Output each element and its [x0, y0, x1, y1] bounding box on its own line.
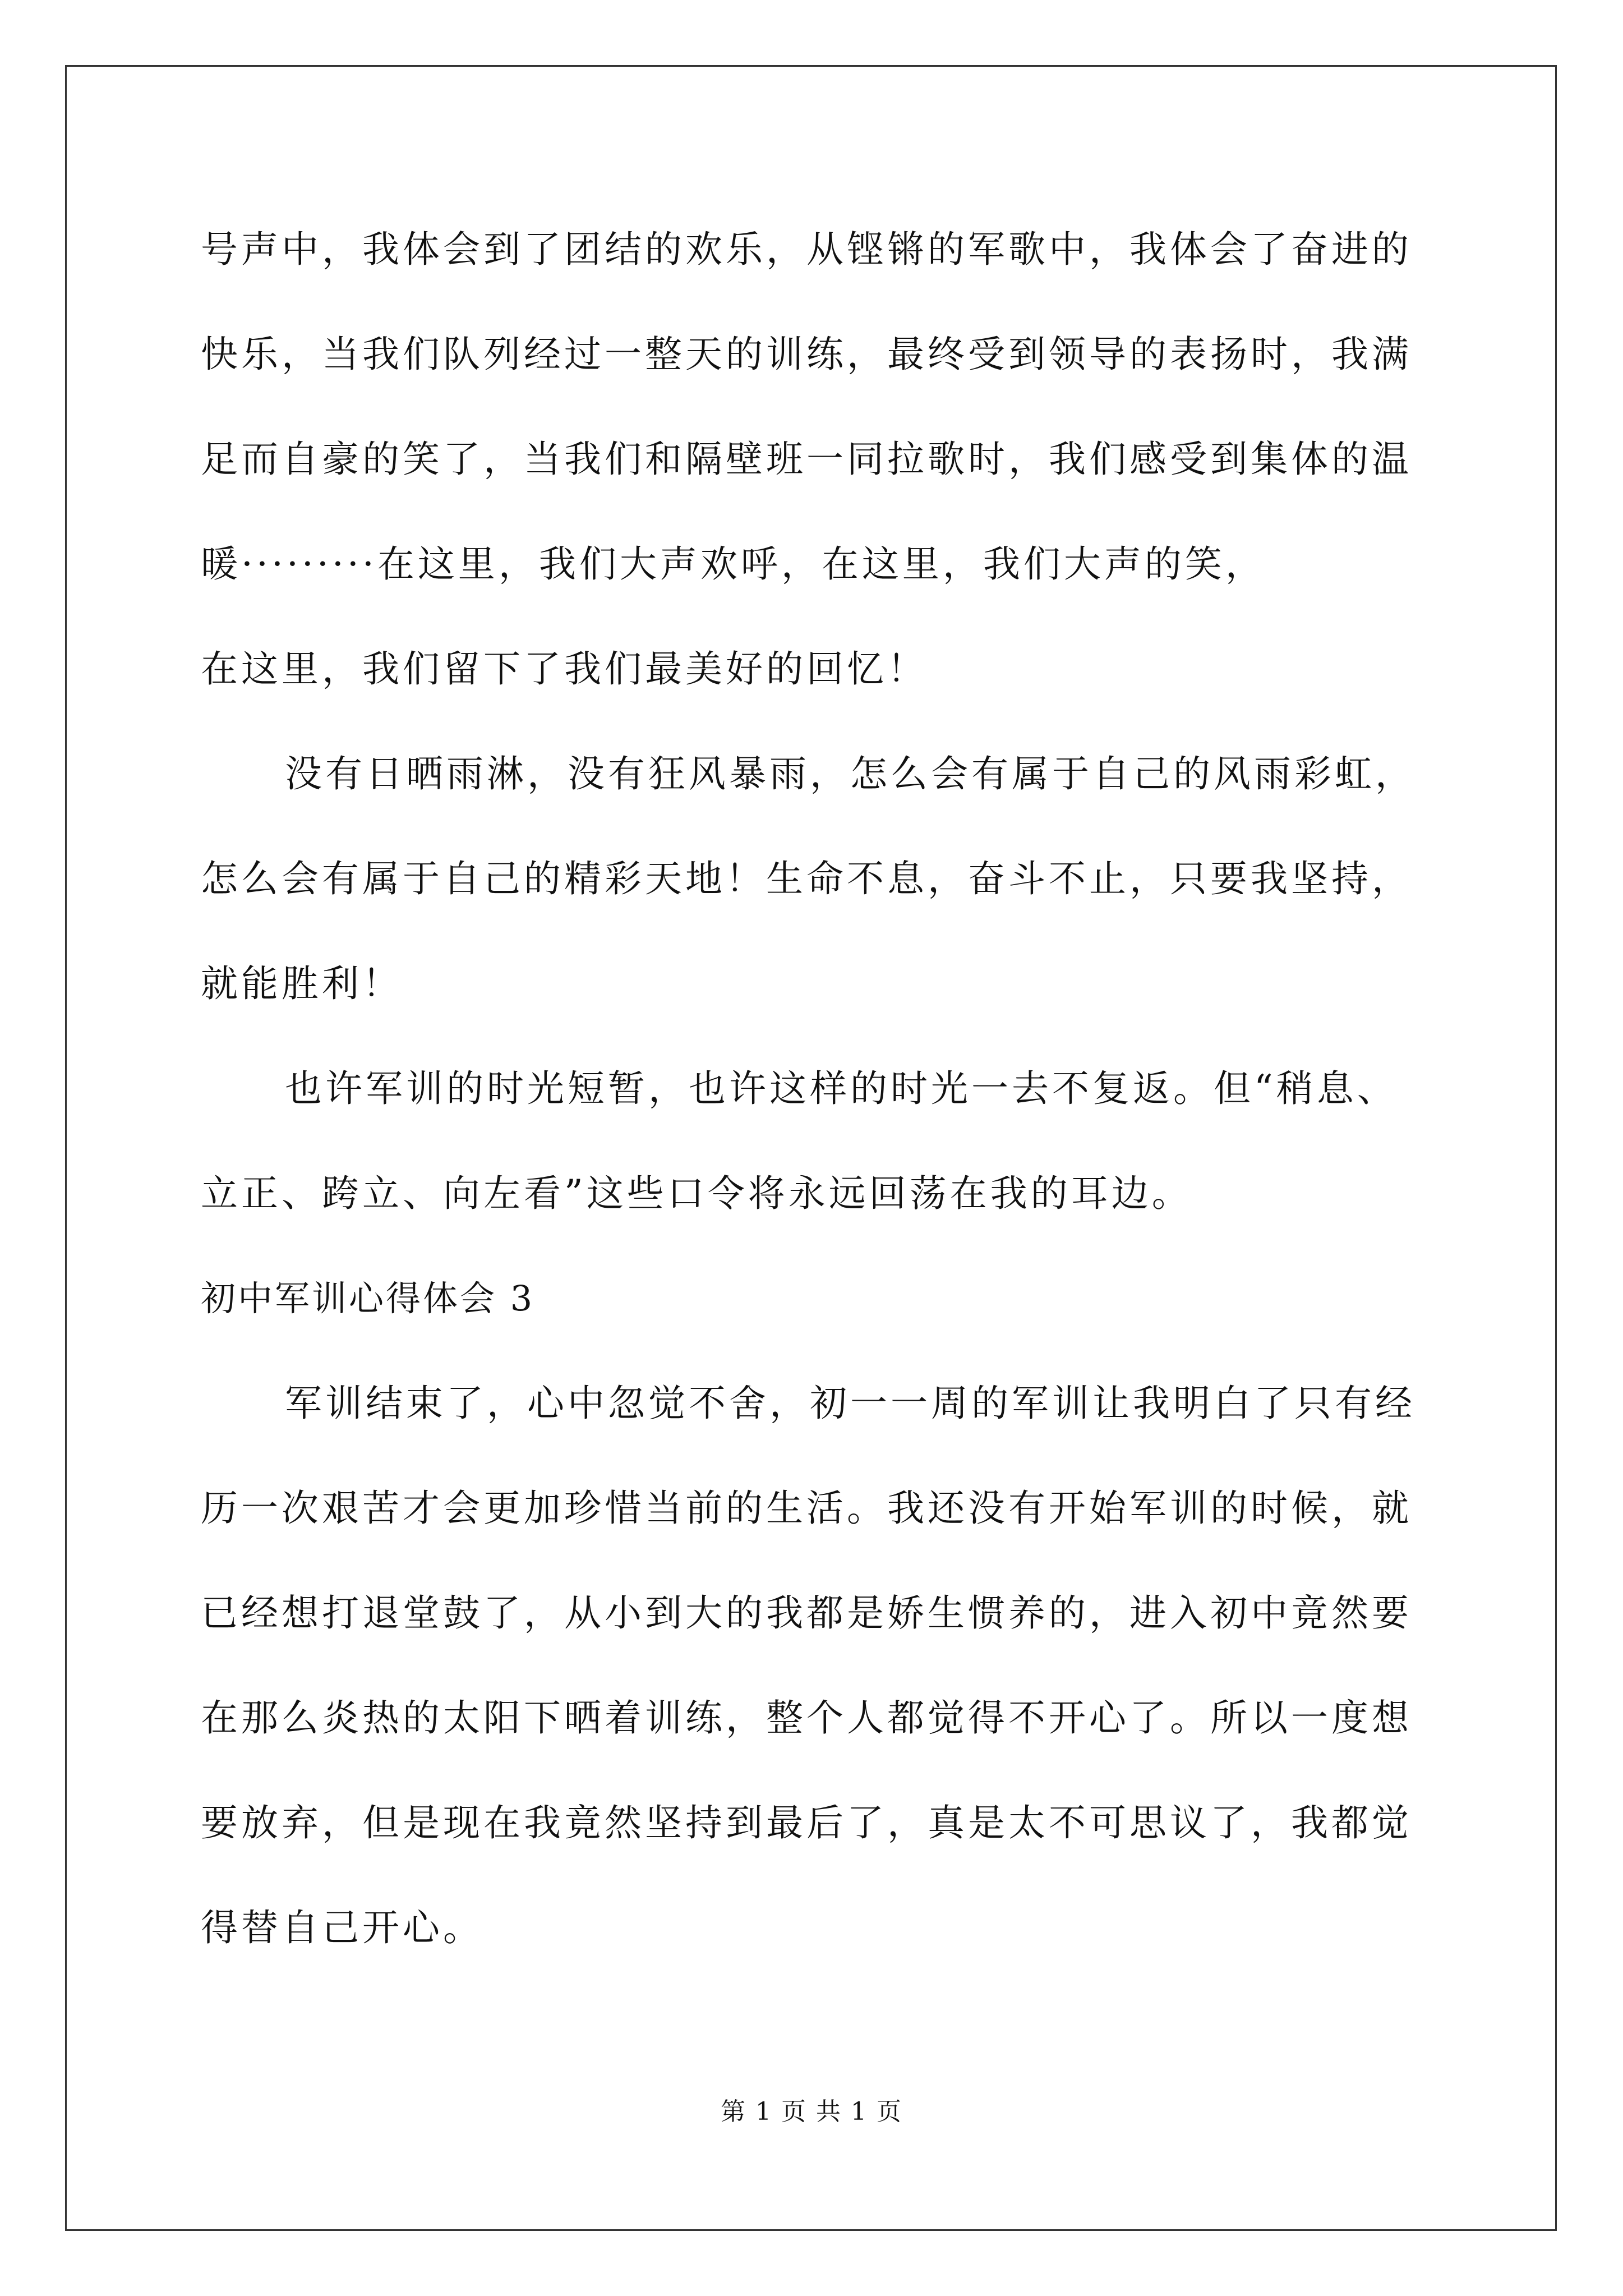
text-line: 得替自己开心。 [201, 1906, 483, 1949]
paragraph-start-line: 也许军训的时光短暂，也许这样的时光一去不复返。但“稍息、 [285, 1067, 1398, 1110]
text-line: 在那么炎热的太阳下晒着训练，整个人都觉得不开心了。所以一度想 [201, 1696, 1412, 1740]
text-line: 已经想打退堂鼓了，从小到大的我都是娇生惯养的，进入初中竟然要 [201, 1591, 1412, 1635]
section-heading: 初中军训心得体会 3 [201, 1278, 535, 1319]
text-line: 历一次艰苦才会更加珍惜当前的生活。我还没有开始军训的时候，就 [201, 1487, 1412, 1530]
text-line: 号声中，我体会到了团结的欢乐，从铿锵的军歌中，我体会了奋进的 [201, 228, 1412, 271]
text-line: 在这里，我们留下了我们最美好的回忆！ [201, 647, 928, 691]
text-line: 快乐，当我们队列经过一整天的训练，最终受到领导的表扬时，我满 [201, 333, 1412, 376]
document-body [201, 219, 1429, 2002]
text-line: 就能胜利！ [201, 962, 403, 1005]
text-line: 足而自豪的笑了，当我们和隔壁班一同拉歌时，我们感受到集体的温 [201, 438, 1412, 481]
text-line: 怎么会有属于自己的精彩天地！生命不息，奋斗不止，只要我坚持， [201, 857, 1412, 900]
text-line: 立正、跨立、向左看”这些口令将永远回荡在我的耳边。 [201, 1172, 1192, 1215]
paragraph-start-line: 没有日晒雨淋，没有狂风暴雨，怎么会有属于自己的风雨彩虹， [285, 752, 1415, 795]
text-line: 要放弃，但是现在我竟然坚持到最后了，真是太不可思议了，我都觉 [201, 1801, 1412, 1844]
text-line: 暖·········在这里，我们大声欢呼，在这里，我们大声的笑， [201, 542, 1266, 586]
paragraph-start-line: 军训结束了，心中忽觉不舍，初一一周的军训让我明白了只有经 [285, 1382, 1415, 1425]
page-number-footer: 第 1 页 共 1 页 [721, 2097, 902, 2126]
